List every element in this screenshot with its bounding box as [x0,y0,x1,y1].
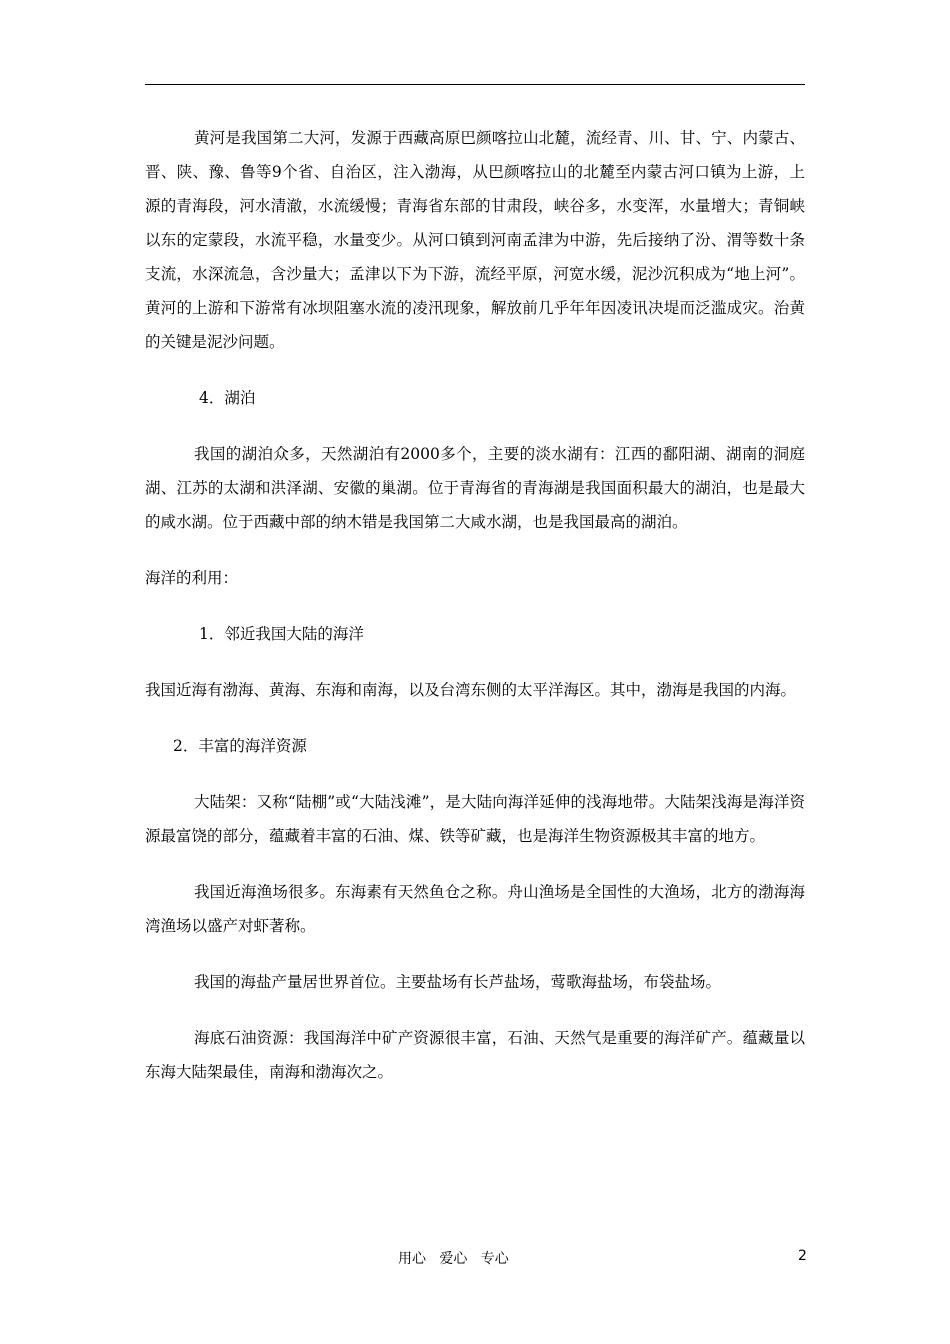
heading-ocean-use: 海洋的利用： [145,569,239,587]
heading-lakes: 4．湖泊 [199,389,256,407]
heading-adjacent-seas: 1．邻近我国大陆的海洋 [199,625,364,643]
header-rule [145,84,805,85]
paragraph-yellow-river: 黄河是我国第二大河，发源于西藏高原巴颜喀拉山北麓，流经青、川、甘、宁、内蒙古、晋、陕、豫、鲁等9个省、自治区，注入渤海，从巴颜喀拉山的北麓至内蒙古河口镇为上游，上源的青海段，河水清澈，水流缓慢；青海省东部的甘肃段，峡谷多，水变浑，水量增大；青铜峡以东的定蒙段，水流平稳，水量变少。从河口镇到河南孟津为中游，先后接纳了汾、渭等数十条支流，水深流急，含沙量大；孟津以下为下游，流经平原，河宽水缓，泥沙沉积成为“地上河”。 黄河的上游和下游常有冰坝阻塞水流的凌汛现象，解放前几乎年年因凌讯决堤而泛滥成灾。治黄的关键是泥沙问题。 [145,129,805,351]
footer-slogan: 用心 爱心 专心 [398,1251,509,1267]
document-body [145,121,805,1089]
heading-ocean-resources: 2．丰富的海洋资源 [173,737,307,755]
paragraph-seabed-oil: 海底石油资源：我国海洋中矿产资源很丰富，石油、天然气是重要的海洋矿产。蕴藏量以东海大陆架最佳，南海和渤海次之。 [145,1029,805,1081]
page-number: 2 [798,1248,807,1264]
paragraph-adjacent-seas: 我国近海有渤海、黄海、东海和南海，以及台湾东侧的太平洋海区。其中，渤海是我国的内海。 [145,681,797,699]
paragraph-fishery: 我国近海渔场很多。东海素有天然鱼仓之称。舟山渔场是全国性的大渔场，北方的渤海海湾渔场以盛产对虾著称。 [145,883,805,935]
paragraph-lakes: 我国的湖泊众多，天然湖泊有2000多个，主要的淡水湖有：江西的鄱阳湖、湖南的洞庭湖、江苏的太湖和洪泽湖、安徽的巢湖。位于青海省的青海湖是我国面积最大的湖泊，也是最大的咸水湖。位于西藏中部的纳木错是我国第二大咸水湖，也是我国最高的湖泊。 [145,445,805,531]
paragraph-continental-shelf: 大陆架：又称“陆棚”或“大陆浅滩”，是大陆向海洋延伸的浅海地带。大陆架浅海是海洋资源最富饶的部分，蕴藏着丰富的石油、煤、铁等矿藏，也是海洋生物资源极其丰富的地方。 [145,793,805,845]
paragraph-sea-salt: 我国的海盐产量居世界首位。主要盐场有长芦盐场，莺歌海盐场，布袋盐场。 [194,973,722,991]
